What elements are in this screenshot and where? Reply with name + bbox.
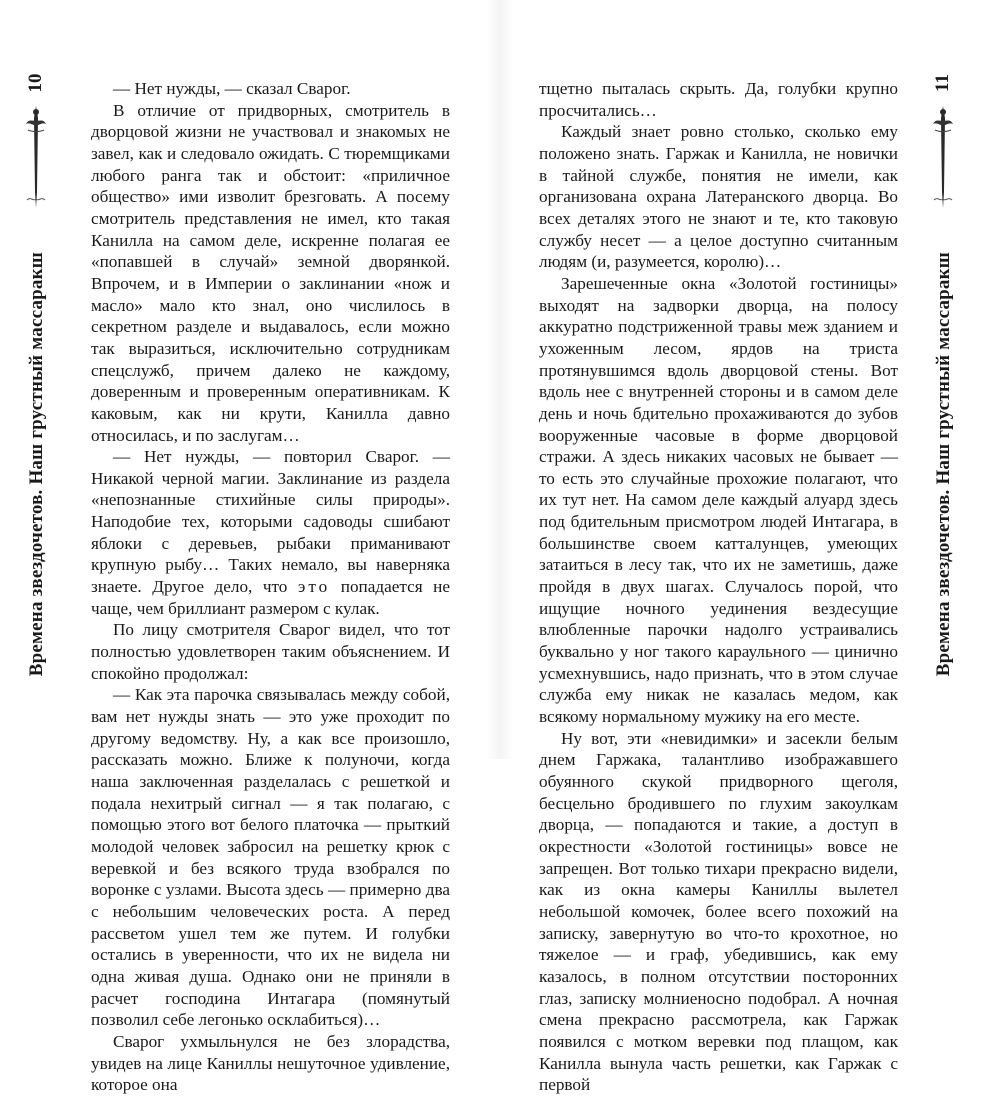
page-number-right: 11: [932, 74, 953, 92]
page-number-left: 10: [25, 73, 46, 93]
right-text-column: [539, 78, 898, 1096]
paragraph: — Как эта парочка связывалась между собой, вам нет нужды знать — это уже проходит по другому ведомству. Ну, а как все произошло, рассказать можно. Ближе к полуночи, когда наша заключенная разделалась с решеткой и подала нехитрый сигнал — я так полагаю, с помощью этого вот белого платочка — прыткий молодой человек забросил на решетку крюк с веревкой и без всякого труда взобрался по воронке с узлами. Высота здесь — примерно два с небольшим человеческих роста. А перед рассветом ушел тем же путем. И голубки остались в уверенности, что их не видела ни одна живая душа. Однако они не приняли в расчет господина Интагара (помянутый позволил себе легонько осклабиться)…: [91, 685, 450, 1030]
dagger-ornament-icon: [23, 104, 49, 214]
dagger-ornament-icon: [930, 104, 956, 214]
right-page: [500, 0, 1000, 1095]
paragraph: — Нет нужды, — сказал Сварог.: [113, 79, 351, 98]
paragraph: По лицу смотрителя Сварог видел, что тот полностью удовлетворен таким объяснением. И спокойно продолжал:: [91, 620, 450, 683]
left-margin: 10 Времена звездочетов. Наш грустный массаракш: [16, 62, 56, 722]
paragraph: — Нет нужды, — повторил Сварог. — Никакой черной магии. Заклинание из раздела «непознанные стихийные силы природы». Наподобие тех, которыми садоводы сшибают яблоки с деревьев, рыбаки приманивают крупную рыбу… Таких немало, вы наверняка знаете. Другое дело, что это попадается не чаще, чем бриллиант размером с кулак.: [91, 447, 451, 618]
paragraph: Сварог ухмыльнулся не без злорадства, увидев на лице Каниллы нешуточное удивление, которое она: [91, 1031, 450, 1095]
left-text-column: [91, 78, 450, 1096]
paragraph: тщетно пыталась скрыть. Да, голубки крупно просчитались…: [539, 79, 898, 120]
paragraph: Зарешеченные окна «Золотой гостиницы» выходят на задворки дворца, на полосу аккуратно подстриженной травы меж зданием и ухоженным лесом, ярдов на триста протянувшимся вдоль дворцовой стены. Вот вдоль нее с внутренней стороны и в самом деле день и ночь бдительно прохаживаются до зубов вооруженные часовые в форме дворцовой стражи. А здесь никаких часовых не бывает — то есть это случайные прохожие полагают, что их тут нет. На самом деле каждый алуард здесь под бдительным присмотром людей Интагара, в большинстве своем катталунцев, умеющих затаиться в лесу так, что их не заметишь, даже пройдя в двух шагах. Случалось порой, что ищущие ночного уединения вездесущие влюбленные парочки надолго устраивались буквально у ног такого караульного — цинично усмехнувшись, надо признать, что в этом случае служба ему никак не казалась медом, как всякому нормальному мужику на его месте.: [539, 273, 898, 727]
paragraph: В отличие от придворных, смотритель в дворцовой жизни не участвовал и знакомых не завел, как и следовало ожидать. С тюремщиками любого ранга так и обстоит: «приличное общество» ими изволит брезговать. А посему смотритель представления не имел, кто такая Канилла на самом деле, искренне полагая ее «попавшей в случай» земной дворянкой. Впрочем, и в Империи о заклинании «нож и масло» мало кто знал, оно числилось в секретном разделе и выдавалось, если можно так выразиться, исключительно сотрудникам спецслужб, причем далеко не каждому, доверенным и проверенным оперативникам. К каковым, как ни крути, Канилла давно относилась, и по заслугам…: [91, 100, 450, 445]
left-page: [0, 0, 500, 1095]
emphasized-word: это: [297, 577, 331, 597]
right-margin: 11 Времена звездочетов. Наш грустный массаракш: [923, 62, 963, 722]
paragraph: Каждый знает ровно столько, сколько ему положено знать. Гаржак и Канилла, не новички в тайной службе, понятия не имели, как организована охрана Латеранского дворца. Во всех деталях этого не знают и те, кто таковую службу несет — а целое доступно считанным людям (и, разумеется, королю)…: [539, 122, 898, 272]
paragraph: Ну вот, эти «невидимки» и засекли белым днем Гаржака, талантливо изображавшего обуянного скукой придворного щеголя, бесцельно бродившего по глухим закоулкам дворца, — попадаются и такие, а доступ в окрестности «Золотой гостиницы» вовсе не запрещен. Вот только тихари прекрасно видели, как из окна камеры Каниллы вылетел небольшой комочек, более всего похожий на записку, завернутую во что-то крохотное, но тяжелое — и граф, убедившись, как ему казалось, в полном отсутствии посторонних глаз, записку молниеносно подобрал. А ночная смена прекрасно рассмотрела, как Гаржак появился с мотком веревки под плащом, как Канилла вынула часть решетки, как Гаржак с первой: [539, 728, 898, 1095]
